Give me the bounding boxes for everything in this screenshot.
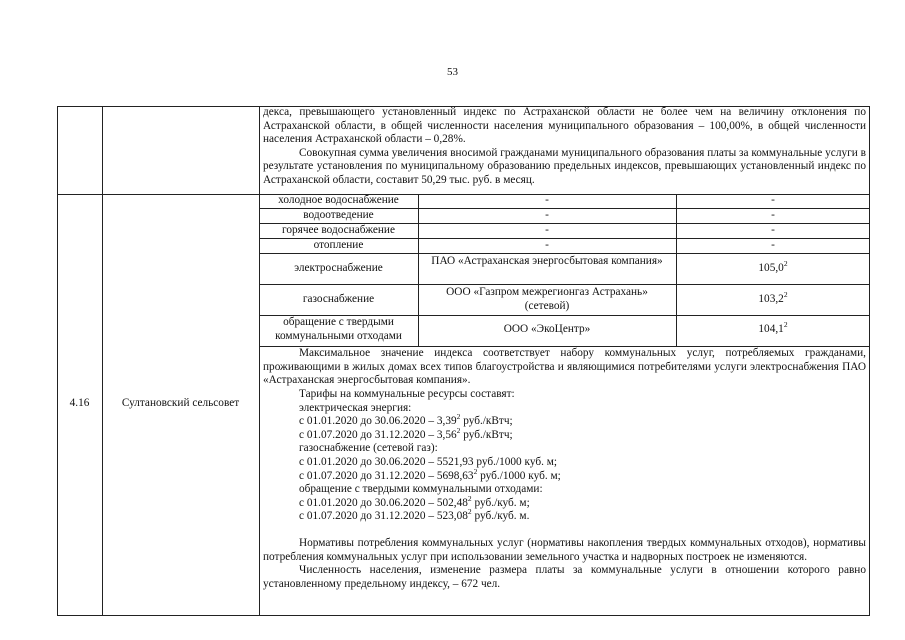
service-name: отопление <box>313 239 364 251</box>
col-sep-1 <box>102 106 103 616</box>
footnote-mark: 2 <box>783 320 788 330</box>
service-provider: ПАО «Астраханская энергосбытовая компания» <box>431 255 663 267</box>
electricity-title: электрическая энергия: <box>299 401 412 414</box>
col-sep-2 <box>259 106 260 616</box>
footnote-mark: 2 <box>783 259 788 269</box>
service-name: горячее водоснабжение <box>282 224 395 236</box>
population-text: Численность населения, изменение размера платы за коммунальные услуги в отношении которого равно установленному предельному индексу, – 672 чел. <box>263 564 866 590</box>
footnote-mark: 2 <box>783 290 788 300</box>
service-value <box>676 290 870 307</box>
row-number: 4.16 <box>69 397 90 409</box>
service-value-number: 103,2 <box>758 293 784 305</box>
description-norms: Нормативы потребления коммунальных услуг (нормативы накопления твердых коммунальных отходов), нормативы потребления коммунальных услуг при использовании земельного участка и надворных построек не изменяются. Численность населения, изменение размера платы за коммунальные услуги в отношении которого равно установленному предельному индексу, – 672 чел. <box>263 537 866 590</box>
service-provider: - <box>545 209 549 221</box>
top-row-paragraph-1: декса, превышающего установленный индекс по Астраханской области не более чем на величину отклонения по Астраханской области, в общей численности населения муниципального образования – 100,00%, в общей численности населения Астраханской области – 0,28%. <box>263 106 866 146</box>
municipality-name: Султановский сельсовет <box>121 397 240 409</box>
service-value: - <box>771 224 775 236</box>
service-value-number: 104,1 <box>758 323 784 335</box>
page-number: 53 <box>447 66 458 78</box>
service-name: газоснабжение <box>302 293 375 305</box>
top-row-text <box>263 106 866 188</box>
service-name: водоотведение <box>303 209 374 221</box>
service-value <box>676 320 870 337</box>
description-intro: Максимальное значение индекса соответствует набору коммунальных услуг, потребляемых гражданами, проживающими в жилых домах всех типов благоустройства и являющимися потребителями услуги электроснабжения ПАО «Астраханская энергосбытовая компания». <box>263 347 866 387</box>
gas-title: газоснабжение (сетевой газ): <box>299 442 438 455</box>
service-value <box>676 259 870 276</box>
service-provider: - <box>545 224 549 236</box>
service-value-number: 105,0 <box>758 262 784 274</box>
service-value: - <box>771 209 775 221</box>
waste-tariff-2: с 01.07.2020 до 31.12.2020 – 523,08$^2$ руб./куб. м. <box>299 507 530 523</box>
tariffs-title: Тарифы на коммунальные ресурсы составят: <box>299 388 515 400</box>
service-name: обращение с твердыми коммунальными отходами <box>275 316 402 342</box>
waste-title: обращение с твердыми коммунальными отходами: <box>299 483 543 496</box>
top-row-paragraph-2: Совокупная сумма увеличения вносимой гражданами муниципального образования платы за коммунальные услуги в результате установления по муниципальному образованию предельных индексов, превышающих установленный индекс по Астраханской области, составит 50,29 тыс. руб. в месяц. <box>263 146 866 186</box>
service-provider: ООО «ЭкоЦентр» <box>503 323 591 335</box>
electricity-tariff-1: с 01.01.2020 до 30.06.2020 – 3,39$^2$ руб./кВтч; <box>299 412 513 428</box>
service-name: холодное водоснабжение <box>278 194 399 206</box>
electricity-tariff-2: с 01.07.2020 до 31.12.2020 – 3,56$^2$ руб./кВтч; <box>299 426 513 441</box>
service-value: - <box>771 239 775 251</box>
tariffs-list <box>299 388 859 524</box>
service-value: - <box>771 194 775 206</box>
gas-tariff-1: с 01.01.2020 до 30.06.2020 – 5521,93 руб./1000 куб. м; <box>299 455 558 468</box>
gas-tariff-2: с 01.07.2020 до 31.12.2020 – 5698,63$^2$ руб./1000 куб. м; <box>299 466 561 482</box>
services-row-sep-5 <box>259 284 870 285</box>
service-provider: - <box>545 239 549 251</box>
services-row-sep-4 <box>259 253 870 254</box>
waste-tariff-1: с 01.01.2020 до 30.06.2020 – 502,48$^2$ руб./куб. м; <box>299 493 530 509</box>
service-name: электроснабжение <box>294 262 383 274</box>
service-provider: ООО «Газпром межрегионгаз Астрахань» (сетевой) <box>446 286 648 312</box>
service-provider: - <box>545 194 549 206</box>
